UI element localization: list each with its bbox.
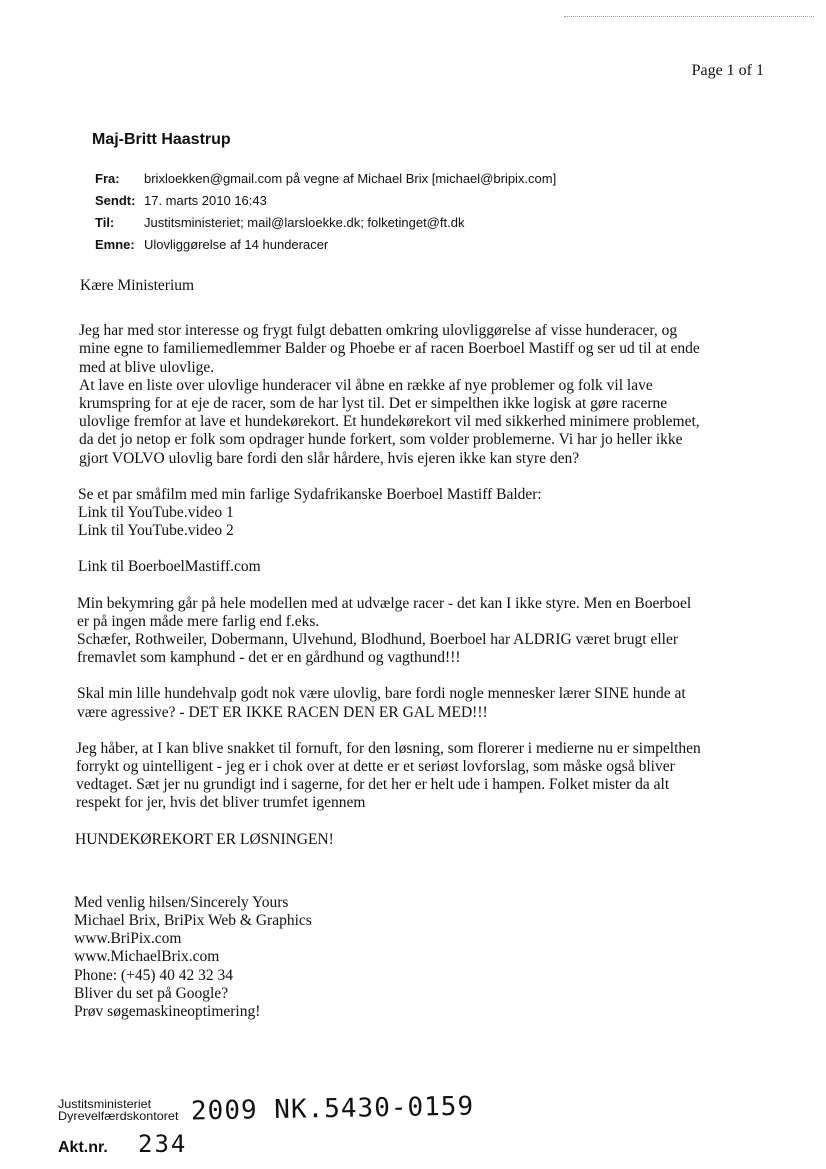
body-line: være agressive? - DET ER IKKE RACEN DEN ER GAL MED!!! bbox=[77, 703, 488, 721]
paragraph-1 bbox=[79, 322, 773, 468]
body-line: Min bekymring går på hele modellen med at udvælge racer - det kan I ikke styre. Men en Boerboel bbox=[77, 594, 692, 612]
stamp-akt-number: 234 bbox=[138, 1130, 188, 1158]
header-from bbox=[95, 170, 556, 192]
body-line: forrykt og uintelligent - jeg er i chok over at dette er et seriøst lovforslag, som måske også bliver bbox=[76, 758, 675, 776]
body-line: Skal min lille hundehvalp godt nok være ulovlig, bare fordi nogle mennesker lærer SINE hunde at bbox=[77, 685, 686, 703]
body-line: krumspring for at eje de racer, som de har lyst til. Det er simpelthen ikke logisk at gøre racerne bbox=[79, 395, 668, 413]
sent-value: 17. marts 2010 16:43 bbox=[144, 193, 267, 208]
greeting: Kære Ministerium bbox=[80, 277, 195, 294]
body-line: er på ingen måde mere farlig end f.eks. bbox=[77, 612, 320, 630]
paragraph-4 bbox=[77, 595, 773, 668]
body-line: mine egne to familiemedlemmer Balder og Phoebe er af racen Boerboel Mastiff og ser ud til at ende bbox=[79, 340, 700, 358]
closing-statement: HUNDEKØREKORT ER LØSNINGEN! bbox=[75, 830, 334, 848]
header-to bbox=[95, 214, 556, 236]
signature-line: Phone: (+45) 40 42 32 34 bbox=[74, 966, 233, 984]
stamp-akt-row bbox=[58, 1130, 187, 1158]
email-headers bbox=[95, 170, 556, 258]
youtube-link-2: Link til YouTube.video 2 bbox=[78, 522, 234, 540]
youtube-link-1: Link til YouTube.video 1 bbox=[78, 504, 234, 522]
signature-block bbox=[74, 894, 773, 1021]
stamp-office-line-1: Justitsministeriet bbox=[58, 1097, 152, 1111]
to-value: Justitsministeriet; mail@larsloekke.dk; folketinget@ft.dk bbox=[144, 215, 465, 230]
stamp-office-line-2: Dyrevelfærdskontoret bbox=[58, 1109, 179, 1123]
body-line: da det jo netop er folk som opdrager hunde forkert, som volder problemerne. Vi har jo heller ikke bbox=[79, 431, 683, 449]
signature-line: Prøv søgemaskineoptimering! bbox=[74, 1003, 261, 1021]
body-line: gjort VOLVO ulovlig bare fordi den slår hårdere, hvis ejeren ikke kan styre den? bbox=[79, 449, 580, 467]
subject-value: Ulovliggørelse af 14 hunderacer bbox=[144, 237, 329, 252]
signature-line: www.BriPix.com bbox=[74, 930, 182, 948]
body-line: respekt for jer, hvis det bliver trumfet igennem bbox=[76, 794, 366, 812]
stamp-akt-label: Akt.nr. bbox=[58, 1139, 108, 1156]
header-subject bbox=[95, 236, 556, 258]
signature-line: www.MichaelBrix.com bbox=[74, 948, 220, 966]
signature-line: Bliver du set på Google? bbox=[74, 984, 229, 1002]
from-value: brixloekken@gmail.com på vegne af Michael Brix [michael@bripix.com] bbox=[144, 171, 557, 186]
subject-label: Emne: bbox=[95, 237, 135, 252]
body-line: At lave en liste over ulovlige hunderacer vil åbne en række af nye problemer og folk vil lave bbox=[79, 376, 653, 394]
stamp-case-number: 2009 NK.5430-0159 bbox=[190, 1091, 475, 1127]
from-label: Fra: bbox=[95, 171, 120, 186]
sender-name: Maj-Britt Haastrup bbox=[92, 131, 231, 148]
paragraph-6 bbox=[76, 740, 773, 813]
body-line: Jeg har med stor interesse og frygt fulgt debatten omkring ulovliggørelse af visse hunderacer, og bbox=[79, 322, 678, 340]
page-number: Page 1 of 1 bbox=[691, 62, 764, 79]
archive-stamp bbox=[58, 1091, 475, 1158]
boerboel-link: Link til BoerboelMastiff.com bbox=[78, 558, 261, 576]
body-line: Schæfer, Rothweiler, Dobermann, Ulvehund, Blodhund, Boerboel har ALDRIG været brugt eller bbox=[77, 631, 678, 649]
to-label: Til: bbox=[95, 215, 115, 230]
body-line: Jeg håber, at I kan blive snakket til fornuft, for den løsning, som florerer i medierne nu er simpelthen bbox=[76, 739, 701, 757]
header-sent bbox=[95, 192, 556, 214]
signature-line: Med venlig hilsen/Sincerely Yours bbox=[74, 893, 289, 911]
paragraph-5 bbox=[77, 685, 773, 721]
top-dotted-rule bbox=[564, 16, 814, 17]
body-line: Se et par småfilm med min farlige Sydafrikanske Boerboel Mastiff Balder: bbox=[78, 485, 542, 503]
body-line: vedtaget. Sæt jer nu grundigt ind i sagerne, for det her er helt ude i hampen. Folket mister da alt bbox=[76, 776, 670, 794]
body-line: fremavlet som kamphund - det er en gårdhund og vagthund!!! bbox=[77, 649, 461, 667]
body-line: ulovlige fremfor at lave et hundekørekort. Et hundekørekort vil med sikkerhed minimere problemet, bbox=[79, 413, 700, 431]
paragraph-2 bbox=[78, 486, 773, 541]
sent-label: Sendt: bbox=[95, 193, 136, 208]
signature-line: Michael Brix, BriPix Web & Graphics bbox=[74, 912, 312, 930]
email-body bbox=[73, 277, 773, 1021]
body-line: med at blive ulovlige. bbox=[79, 358, 215, 376]
